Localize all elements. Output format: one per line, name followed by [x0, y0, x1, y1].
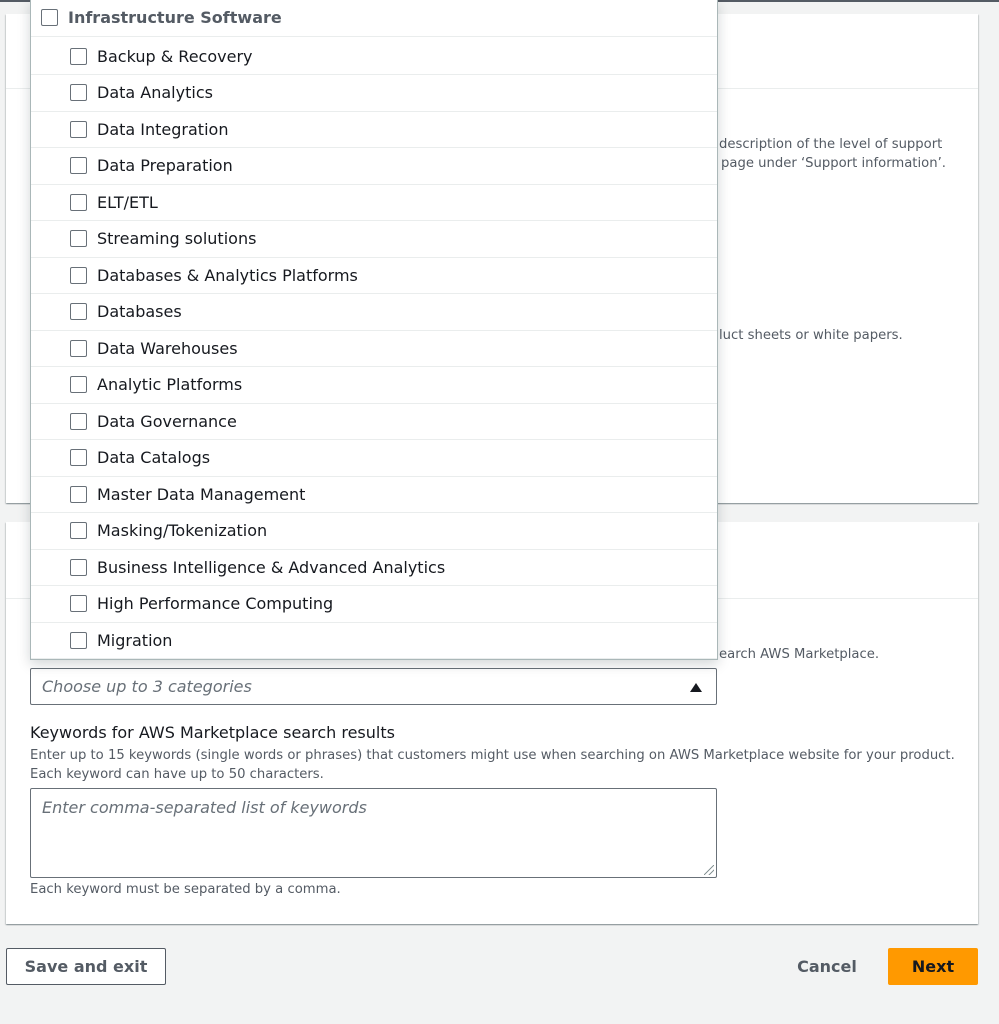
category-option-label: Analytic Platforms	[97, 375, 243, 395]
checkbox[interactable]	[70, 449, 87, 466]
checkbox[interactable]	[70, 230, 87, 247]
category-option-label: Master Data Management	[97, 484, 306, 504]
keywords-label: Keywords for AWS Marketplace search results	[30, 723, 395, 742]
keywords-placeholder: Enter comma-separated list of keywords	[42, 798, 367, 817]
category-option-label: Data Analytics	[97, 83, 213, 103]
category-option[interactable]	[31, 39, 717, 76]
checkbox[interactable]	[70, 157, 87, 174]
save-and-exit-button[interactable]: Save and exit	[6, 948, 166, 985]
keywords-hint: Each keyword must be separated by a comma.	[30, 882, 341, 897]
category-option[interactable]	[31, 112, 717, 149]
support-description-text-2: page under ‘Support information’.	[721, 156, 946, 171]
category-option[interactable]	[31, 148, 717, 185]
caret-up-icon	[690, 683, 702, 692]
category-option-label: Data Integration	[97, 119, 229, 139]
next-button[interactable]: Next	[888, 948, 978, 985]
category-option-label: Data Governance	[97, 411, 237, 431]
category-option-label: Migration	[97, 630, 173, 650]
checkbox[interactable]	[70, 340, 87, 357]
category-option-label: Data Catalogs	[97, 448, 211, 468]
category-option[interactable]	[31, 367, 717, 404]
category-option-label: ELT/ETL	[97, 192, 158, 212]
checkbox[interactable]	[70, 413, 87, 430]
checkbox[interactable]	[70, 48, 87, 65]
cancel-button[interactable]: Cancel	[797, 957, 857, 976]
category-option[interactable]	[31, 294, 717, 331]
category-option[interactable]	[31, 404, 717, 441]
category-option-label: High Performance Computing	[97, 594, 334, 614]
category-option-label: Masking/Tokenization	[97, 521, 268, 541]
category-option[interactable]	[31, 440, 717, 477]
category-option-label: Data Warehouses	[97, 338, 238, 358]
keywords-description: Enter up to 15 keywords (single words or phrases) that customers might use when searching on AWS Marketplace website for your product. Each keyword can have up to 50 characters.	[30, 748, 955, 782]
category-option-label: Databases & Analytics Platforms	[97, 265, 358, 285]
category-option[interactable]	[31, 75, 717, 112]
checkbox[interactable]	[41, 9, 58, 26]
resources-description-text: luct sheets or white papers.	[719, 328, 903, 343]
category-option-label: Backup & Recovery	[97, 46, 253, 66]
checkbox[interactable]	[70, 522, 87, 539]
checkbox[interactable]	[70, 84, 87, 101]
support-description-text: description of the level of support	[719, 137, 943, 152]
resize-handle-icon[interactable]	[704, 865, 714, 875]
category-select[interactable]	[30, 668, 717, 705]
category-option-label: Data Preparation	[97, 156, 233, 176]
keywords-textarea[interactable]	[30, 788, 717, 878]
checkbox[interactable]	[70, 194, 87, 211]
checkbox[interactable]	[70, 486, 87, 503]
checkbox[interactable]	[70, 121, 87, 138]
category-option[interactable]	[31, 623, 717, 660]
category-option-label: Databases	[97, 302, 182, 322]
category-option[interactable]	[31, 586, 717, 623]
category-option-label: Streaming solutions	[97, 229, 257, 249]
group-infrastructure-software[interactable]	[31, 0, 717, 37]
category-option[interactable]	[31, 477, 717, 514]
category-option[interactable]	[31, 221, 717, 258]
category-option[interactable]	[31, 513, 717, 550]
category-option-label: Business Intelligence & Advanced Analytics	[97, 557, 446, 577]
group-label: Infrastructure Software	[68, 8, 282, 28]
category-option[interactable]	[31, 550, 717, 587]
category-option[interactable]	[31, 331, 717, 368]
category-option[interactable]	[31, 258, 717, 295]
category-dropdown-list	[30, 0, 718, 660]
checkbox[interactable]	[70, 376, 87, 393]
category-select-placeholder: Choose up to 3 categories	[42, 677, 252, 696]
checkbox[interactable]	[70, 632, 87, 649]
category-option[interactable]	[31, 185, 717, 222]
checkbox[interactable]	[70, 595, 87, 612]
checkbox[interactable]	[70, 303, 87, 320]
checkbox[interactable]	[70, 559, 87, 576]
checkbox[interactable]	[70, 267, 87, 284]
categories-description-text: earch AWS Marketplace.	[719, 647, 880, 662]
